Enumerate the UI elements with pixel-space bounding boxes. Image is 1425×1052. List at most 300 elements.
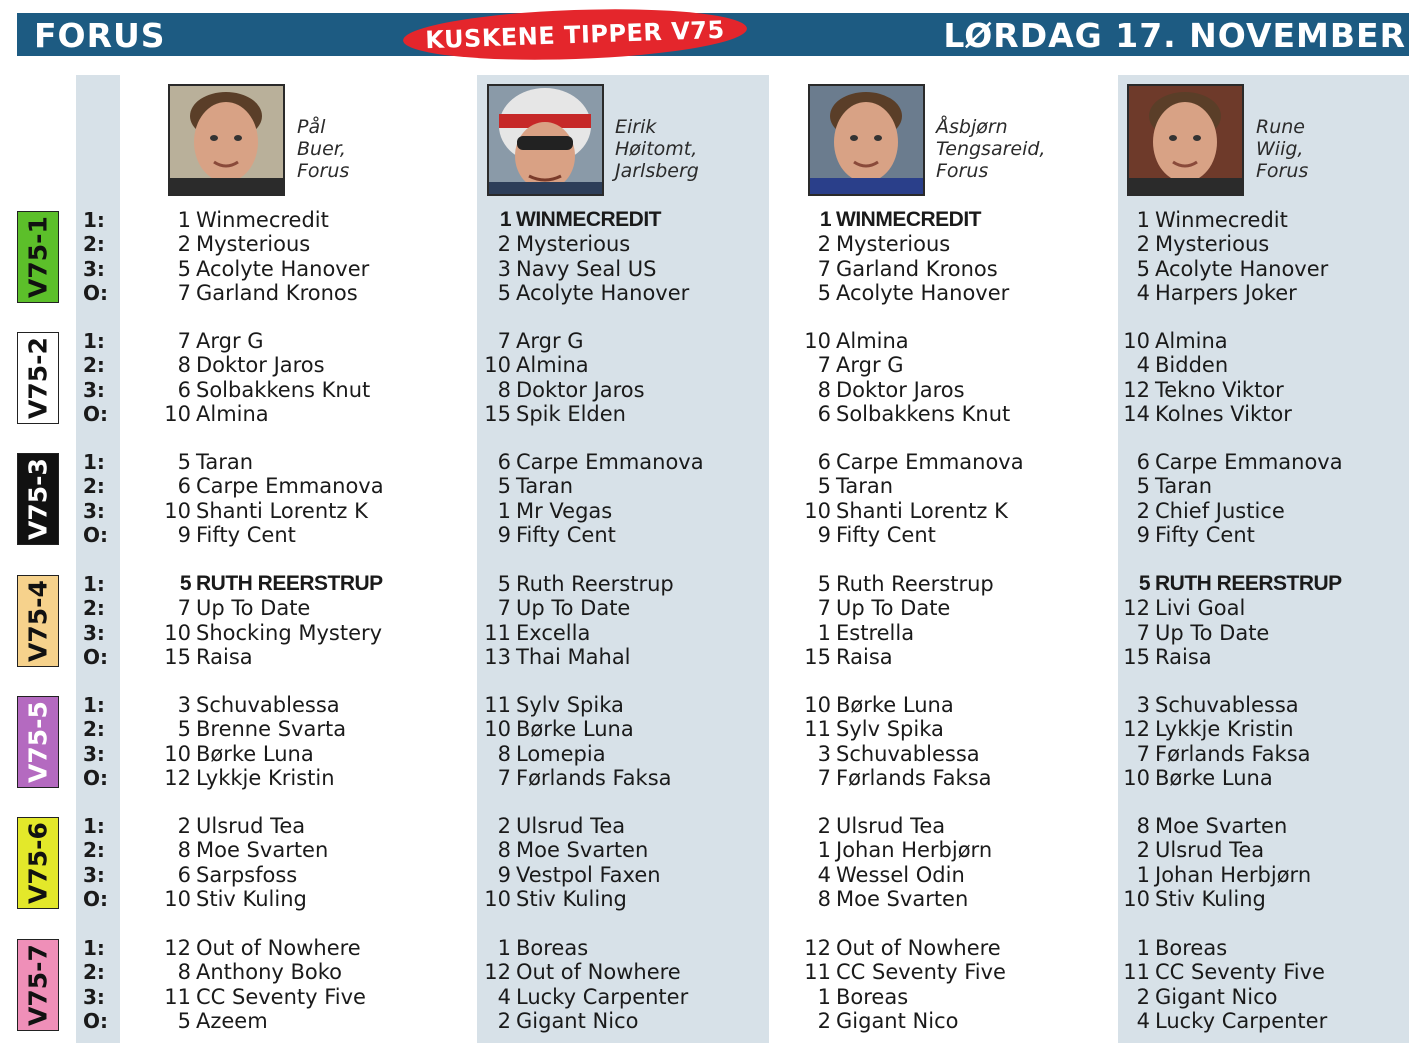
pick-entry [1116, 499, 1285, 523]
horse-name: Thai Mahal [516, 644, 631, 669]
horse-number: 5 [817, 280, 831, 305]
horse-name: Winmecredit [196, 208, 329, 232]
horse-name: Lucky Carpenter [1155, 1008, 1328, 1033]
horse-name: Spik Elden [516, 401, 626, 426]
pick-entry [157, 693, 340, 717]
horse-name: Mysterious [1155, 232, 1270, 257]
race-label [17, 453, 59, 545]
pick-entry [797, 208, 981, 232]
pick-entry [157, 402, 269, 426]
pick-entry [157, 621, 382, 645]
horse-number: 4 [817, 862, 831, 887]
horse-name: Sylv Spika [836, 717, 944, 742]
pick-entry [157, 814, 305, 838]
horse-number: 9 [1136, 522, 1150, 547]
horse-number: 5 [177, 1008, 191, 1033]
horse-number: 7 [497, 329, 511, 353]
race-label-text: V75-5 [23, 701, 53, 783]
pick-entry [477, 936, 588, 960]
horse-name: Out of Nowhere [516, 960, 681, 985]
horse-name: Førlands Faksa [1155, 741, 1311, 766]
pick-entry [797, 887, 968, 911]
horse-name: Acolyte Hanover [1155, 256, 1329, 281]
horse-number: 5 [179, 572, 191, 595]
pick-entry [1116, 645, 1212, 669]
pick-entry [797, 232, 950, 256]
pick-entry [157, 257, 369, 281]
pick-entry [477, 1009, 638, 1033]
horse-number: 7 [817, 765, 831, 790]
driver-name-line: Åsbjørn [936, 116, 1008, 138]
horse-name: Carpe Emmanova [516, 450, 704, 474]
horse-number: 1 [1136, 208, 1150, 232]
pick-entry [797, 353, 904, 377]
position-marker: O: [83, 1008, 108, 1033]
header-badge: KUSKENE TIPPER V75 [402, 4, 748, 65]
horse-number: 6 [817, 450, 831, 474]
horse-number: 8 [497, 838, 511, 863]
horse-name: CC Seventy Five [836, 960, 1006, 985]
horse-name: Boreas [836, 984, 909, 1009]
pick-entry [1116, 693, 1299, 717]
horse-name: Boreas [1155, 936, 1228, 960]
pick-entry [157, 378, 370, 402]
pick-entry [477, 523, 616, 547]
horse-name: Stiv Kuling [1155, 886, 1266, 911]
horse-number: 1 [177, 208, 191, 232]
pick-entry [477, 378, 645, 402]
horse-name: Børke Luna [196, 741, 314, 766]
horse-name: Carpe Emmanova [1155, 450, 1343, 474]
horse-name: Børke Luna [1155, 765, 1273, 790]
horse-number: 1 [817, 620, 831, 645]
driver-name-line: Forus [297, 160, 350, 182]
horse-name: Garland Kronos [836, 256, 998, 281]
position-markers [83, 936, 117, 1033]
pick-entry [1116, 402, 1292, 426]
pick-entry [797, 402, 1010, 426]
horse-number: 10 [1123, 329, 1150, 353]
horse-name: Almina [196, 401, 269, 426]
position-marker: 1: [83, 693, 105, 717]
horse-name: Ruth Reerstrup [516, 572, 674, 596]
horse-number: 11 [804, 960, 831, 985]
pick-entry [157, 838, 328, 862]
horse-number: 9 [497, 522, 511, 547]
horse-name: Out of Nowhere [196, 936, 361, 960]
pick-entry [797, 257, 998, 281]
race-label [17, 332, 59, 424]
pick-entry [1116, 281, 1297, 305]
horse-name: Acolyte Hanover [196, 256, 370, 281]
pick-entry [477, 450, 704, 474]
horse-number: 7 [1136, 741, 1150, 766]
horse-number: 2 [1136, 232, 1150, 257]
pick-entry [797, 717, 944, 741]
pick-entry [157, 1009, 268, 1033]
pick-entry [1116, 960, 1325, 984]
horse-name: Brenne Svarta [196, 717, 347, 742]
horse-name: Fifty Cent [836, 522, 936, 547]
horse-number: 8 [497, 741, 511, 766]
pick-entry [157, 572, 383, 596]
horse-name: Børke Luna [516, 717, 634, 742]
driver-photo [168, 84, 285, 196]
horse-name: Mysterious [196, 232, 311, 257]
horse-number: 1 [497, 936, 511, 960]
race-label-text: V75-1 [23, 216, 53, 298]
horse-name: Doktor Jaros [836, 377, 965, 402]
pick-entry [157, 523, 296, 547]
horse-name: Up To Date [1155, 620, 1270, 645]
horse-name: Gigant Nico [836, 1008, 959, 1033]
position-marker: 2: [83, 596, 105, 621]
pick-entry [797, 523, 936, 547]
pick-entry [477, 814, 625, 838]
race-label [17, 575, 59, 667]
horse-number: 12 [804, 936, 831, 960]
horse-number: 5 [1136, 474, 1150, 499]
horse-name: Sylv Spika [516, 693, 624, 717]
horse-name: WINMECREDIT [836, 208, 981, 231]
horse-name: Mr Vegas [516, 498, 613, 523]
pick-entry [477, 329, 584, 353]
horse-number: 4 [1136, 353, 1150, 378]
horse-number: 3 [177, 693, 191, 717]
horse-number: 11 [164, 984, 191, 1009]
horse-number: 12 [1123, 377, 1150, 402]
horse-number: 6 [817, 401, 831, 426]
position-marker: 1: [83, 572, 105, 596]
horse-number: 5 [177, 256, 191, 281]
horse-name: RUTH REERSTRUP [196, 572, 383, 595]
position-marker: 2: [83, 232, 105, 257]
horse-name: Navy Seal US [516, 256, 657, 281]
horse-number: 5 [497, 572, 511, 596]
position-marker: 3: [83, 256, 105, 281]
horse-number: 2 [497, 1008, 511, 1033]
horse-name: CC Seventy Five [1155, 960, 1325, 985]
horse-number: 7 [817, 256, 831, 281]
horse-name: Solbakkens Knut [836, 401, 1011, 426]
pick-entry [1116, 232, 1269, 256]
horse-number: 5 [497, 280, 511, 305]
horse-number: 8 [1136, 814, 1150, 838]
pick-entry [1116, 766, 1273, 790]
horse-name: Taran [1155, 474, 1213, 499]
horse-number: 3 [1136, 693, 1150, 717]
pick-entry [1116, 936, 1227, 960]
horse-number: 1 [817, 838, 831, 863]
horse-number: 1 [1136, 936, 1150, 960]
horse-name: Stiv Kuling [196, 886, 307, 911]
position-marker: 2: [83, 474, 105, 499]
horse-number: 2 [177, 232, 191, 257]
horse-name: CC Seventy Five [196, 984, 366, 1009]
horse-name: Acolyte Hanover [516, 280, 690, 305]
pick-entry [157, 596, 310, 620]
horse-name: Lomepia [516, 741, 606, 766]
driver-photo [808, 84, 925, 196]
horse-name: Shanti Lorentz K [836, 498, 1008, 523]
pick-entry [1116, 208, 1288, 232]
horse-name: Sarpsfoss [196, 862, 298, 887]
pick-entry [157, 499, 368, 523]
horse-name: Taran [196, 450, 254, 474]
driver-portrait-icon [1129, 86, 1242, 194]
horse-number: 10 [804, 693, 831, 717]
pick-entry [797, 596, 950, 620]
driver-name-line: Jarlsberg [615, 160, 699, 182]
pick-entry [477, 693, 624, 717]
pick-entry [1116, 596, 1245, 620]
horse-number: 11 [804, 717, 831, 742]
pick-entry [157, 329, 264, 353]
pick-entry [157, 960, 342, 984]
pick-entry [1116, 450, 1343, 474]
driver-photo [487, 84, 604, 196]
horse-number: 5 [817, 474, 831, 499]
race-label-text: V75-4 [23, 580, 53, 662]
horse-name: Schuvablessa [836, 741, 980, 766]
horse-number: 6 [1136, 450, 1150, 474]
position-marker: O: [83, 886, 108, 911]
horse-name: Ulsrud Tea [516, 814, 626, 838]
position-marker: 3: [83, 498, 105, 523]
driver-name-line: Wiig, [1256, 138, 1304, 160]
pick-entry [157, 208, 329, 232]
horse-number: 10 [484, 717, 511, 742]
pick-entry [797, 985, 908, 1009]
pick-entry [477, 572, 674, 596]
horse-name: Argr G [196, 329, 264, 353]
driver-portrait-icon [810, 86, 923, 194]
pick-entry [157, 742, 314, 766]
horse-name: Schuvablessa [196, 693, 340, 717]
driver-portrait-helmet-icon [489, 86, 602, 194]
pick-entry [797, 281, 1009, 305]
horse-name: Raisa [836, 644, 893, 669]
horse-name: Førlands Faksa [836, 765, 992, 790]
horse-name: Almina [516, 353, 589, 378]
pick-entry [477, 766, 672, 790]
horse-name: Anthony Boko [196, 960, 342, 985]
pick-entry [1116, 887, 1266, 911]
pick-entry [797, 499, 1008, 523]
horse-number: 10 [484, 353, 511, 378]
horse-name: Stiv Kuling [516, 886, 627, 911]
pick-entry [1116, 474, 1212, 498]
pick-entry [1116, 985, 1277, 1009]
position-marker: 1: [83, 814, 105, 838]
pick-entry [1116, 523, 1255, 547]
horse-number: 2 [177, 814, 191, 838]
position-marker: 3: [83, 984, 105, 1009]
horse-number: 6 [177, 377, 191, 402]
horse-number: 7 [497, 596, 511, 621]
horse-number: 4 [1136, 280, 1150, 305]
horse-number: 2 [1136, 838, 1150, 863]
horse-number: 5 [177, 450, 191, 474]
horse-number: 12 [484, 960, 511, 985]
pick-entry [1116, 863, 1311, 887]
pick-entry [477, 402, 626, 426]
pick-entry [477, 621, 590, 645]
position-markers [83, 693, 117, 790]
pick-entry [1116, 257, 1328, 281]
horse-number: 11 [484, 620, 511, 645]
pick-entry [797, 742, 980, 766]
horse-number: 3 [497, 256, 511, 281]
horse-name: Ulsrud Tea [196, 814, 306, 838]
pick-entry [477, 232, 630, 256]
position-markers [83, 329, 117, 426]
horse-name: Moe Svarten [1155, 814, 1288, 838]
driver-name-line: Pål [297, 116, 326, 138]
driver-name [1256, 116, 1308, 182]
horse-number: 10 [164, 498, 191, 523]
driver-name-line: Tengsareid, [936, 138, 1046, 160]
horse-number: 3 [817, 741, 831, 766]
pick-entry [477, 645, 631, 669]
driver-name [615, 116, 699, 182]
pick-entry [797, 766, 992, 790]
horse-number: 11 [484, 693, 511, 717]
driver-name [297, 116, 349, 182]
driver-portrait-icon [170, 86, 283, 194]
pick-entry [1116, 378, 1284, 402]
driver-photo [1127, 84, 1244, 196]
horse-number: 10 [1123, 886, 1150, 911]
position-marker: 2: [83, 353, 105, 378]
pick-entry [797, 838, 992, 862]
pick-entry [477, 474, 573, 498]
horse-number: 2 [817, 814, 831, 838]
horse-number: 4 [497, 984, 511, 1009]
horse-name: Johan Herbjørn [1155, 862, 1312, 887]
position-markers [83, 572, 117, 669]
horse-number: 8 [817, 886, 831, 911]
pick-entry [797, 960, 1006, 984]
horse-number: 12 [164, 936, 191, 960]
pick-entry [157, 985, 366, 1009]
horse-name: Almina [836, 329, 909, 353]
horse-name: Børke Luna [836, 693, 954, 717]
race-label [17, 939, 59, 1031]
pick-entry [477, 596, 630, 620]
position-marker: O: [83, 644, 108, 669]
pick-entry [157, 863, 297, 887]
horse-number: 2 [497, 232, 511, 257]
horse-name: Lykkje Kristin [196, 765, 335, 790]
horse-name: Argr G [516, 329, 584, 353]
pick-entry [157, 766, 335, 790]
horse-number: 2 [817, 232, 831, 257]
race-label-text: V75-2 [23, 337, 53, 419]
pick-entry [797, 863, 965, 887]
horse-number: 6 [177, 862, 191, 887]
position-marker: O: [83, 280, 108, 305]
position-markers [83, 814, 117, 911]
pick-entry [477, 353, 589, 377]
horse-number: 8 [177, 353, 191, 378]
pick-entry [477, 717, 634, 741]
horse-number: 7 [177, 280, 191, 305]
position-marker: 3: [83, 862, 105, 887]
position-marker: O: [83, 522, 108, 547]
position-marker: O: [83, 401, 108, 426]
pick-entry [797, 329, 909, 353]
horse-number: 8 [817, 377, 831, 402]
horse-name: Schuvablessa [1155, 693, 1299, 717]
header-date: LØRDAG 17. NOVEMBER [943, 16, 1406, 55]
horse-name: WINMECREDIT [516, 208, 661, 231]
horse-name: Lucky Carpenter [516, 984, 689, 1009]
horse-number: 5 [1138, 572, 1150, 595]
position-marker: 2: [83, 838, 105, 863]
horse-number: 15 [1123, 644, 1150, 669]
horse-name: Ulsrud Tea [836, 814, 946, 838]
pick-entry [797, 1009, 958, 1033]
horse-name: Kolnes Viktor [1155, 401, 1292, 426]
horse-name: Harpers Joker [1155, 280, 1297, 305]
horse-name: Livi Goal [1155, 596, 1246, 621]
horse-number: 8 [177, 960, 191, 985]
horse-name: Førlands Faksa [516, 765, 672, 790]
horse-name: Solbakkens Knut [196, 377, 371, 402]
horse-number: 4 [1136, 1008, 1150, 1033]
race-label [17, 817, 59, 909]
pick-entry [477, 281, 689, 305]
horse-number: 1 [499, 208, 511, 231]
horse-number: 7 [817, 353, 831, 378]
horse-number: 7 [177, 596, 191, 621]
horse-name: Chief Justice [1155, 498, 1285, 523]
position-marker: 3: [83, 741, 105, 766]
horse-name: Up To Date [516, 596, 631, 621]
horse-number: 10 [804, 329, 831, 353]
driver-name-line: Forus [936, 160, 989, 182]
horse-number: 8 [177, 838, 191, 863]
pick-entry [477, 257, 656, 281]
horse-number: 9 [817, 522, 831, 547]
horse-number: 7 [497, 765, 511, 790]
horse-number: 1 [819, 208, 831, 231]
pick-entry [157, 281, 358, 305]
pick-entry [797, 378, 965, 402]
pick-entry [1116, 353, 1228, 377]
race-label-text: V75-7 [23, 944, 53, 1026]
horse-name: Shocking Mystery [196, 620, 383, 645]
position-marker: 1: [83, 450, 105, 474]
horse-number: 2 [497, 814, 511, 838]
horse-name: Shanti Lorentz K [196, 498, 368, 523]
pick-entry [477, 208, 661, 232]
horse-name: Moe Svarten [196, 838, 329, 863]
horse-number: 5 [1136, 256, 1150, 281]
horse-number: 7 [177, 329, 191, 353]
race-label [17, 696, 59, 788]
pick-entry [1116, 814, 1287, 838]
horse-number: 7 [817, 596, 831, 621]
horse-name: Up To Date [196, 596, 311, 621]
position-markers [83, 450, 117, 547]
pick-entry [797, 645, 893, 669]
pick-entry [1116, 621, 1269, 645]
horse-name: Taran [516, 474, 574, 499]
horse-number: 2 [817, 1008, 831, 1033]
pick-entry [477, 742, 606, 766]
